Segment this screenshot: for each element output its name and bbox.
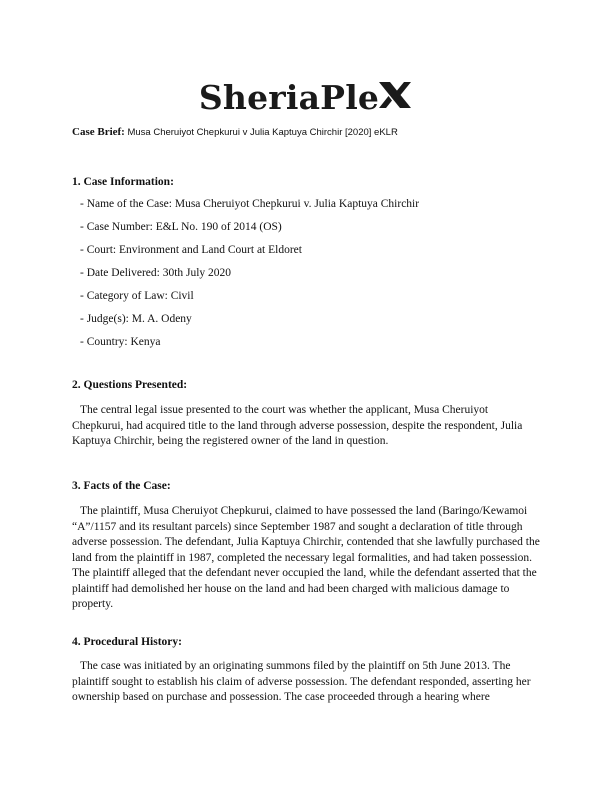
heading-case-information: 1. Case Information: <box>72 176 174 188</box>
info-item-case-number: - Case Number: E&L No. 190 of 2014 (OS) <box>80 221 282 233</box>
heading-facts: 3. Facts of the Case: <box>72 480 171 492</box>
info-item-judges: - Judge(s): M. A. Odeny <box>80 313 192 325</box>
case-brief-line <box>72 126 542 138</box>
info-item-category: - Category of Law: Civil <box>80 290 194 302</box>
info-item-date-delivered: - Date Delivered: 30th July 2020 <box>80 267 232 279</box>
procedural-history-text: The case was initiated by an originating summons filed by the plaintiff on 5th June 2013. The plaintiff sought to establish his claim of adverse possession. The defendant responded, asserting her ownership based on purchase and possession. The case proceeded through a hearing where <box>72 660 531 703</box>
facts-text: The plaintiff, Musa Cheruiyot Chepkurui, claimed to have possessed the land (Baringo/Kewamoi “A”/1157 and its resultant parcels) since September 1987 and sought a declaration of title through adverse possession. The defendant, Julia Kaptuya Chirchir, contended that she lawfully purchased the land from the plaintiff in 1987, completed the necessary legal formalities, and had taken possession. The plaintiff alleged that the defendant never occupied the land, while the defendant asserted that the plaintiff had demolished her house on the land and had been charged with malicious damage to property. <box>72 505 540 610</box>
info-item-court: - Court: Environment and Land Court at Eldoret <box>80 244 302 256</box>
heading-procedural-history: 4. Procedural History: <box>72 636 182 648</box>
case-brief-title: Musa Cheruiyot Chepkurui v Julia Kaptuya Chirchir [2020] eKLR <box>127 127 398 138</box>
heading-questions-presented: 2. Questions Presented: <box>72 379 188 391</box>
sheriaplex-logo <box>0 78 612 117</box>
info-item-case-name: - Name of the Case: Musa Cheruiyot Chepkurui v. Julia Kaptuya Chirchir <box>80 198 420 210</box>
questions-presented-text: The central legal issue presented to the court was whether the applicant, Musa Cheruiyot Chepkurui, had acquired title to the land through adverse possession, despite the respondent, Julia Kaptuya Chirchir, being the registered owner of the land in question. <box>72 404 523 447</box>
case-brief-label: Case Brief: <box>72 126 125 138</box>
x-mark-icon <box>377 80 413 115</box>
logo-text: SheriaPle <box>198 78 380 117</box>
info-item-country: - Country: Kenya <box>80 336 161 348</box>
